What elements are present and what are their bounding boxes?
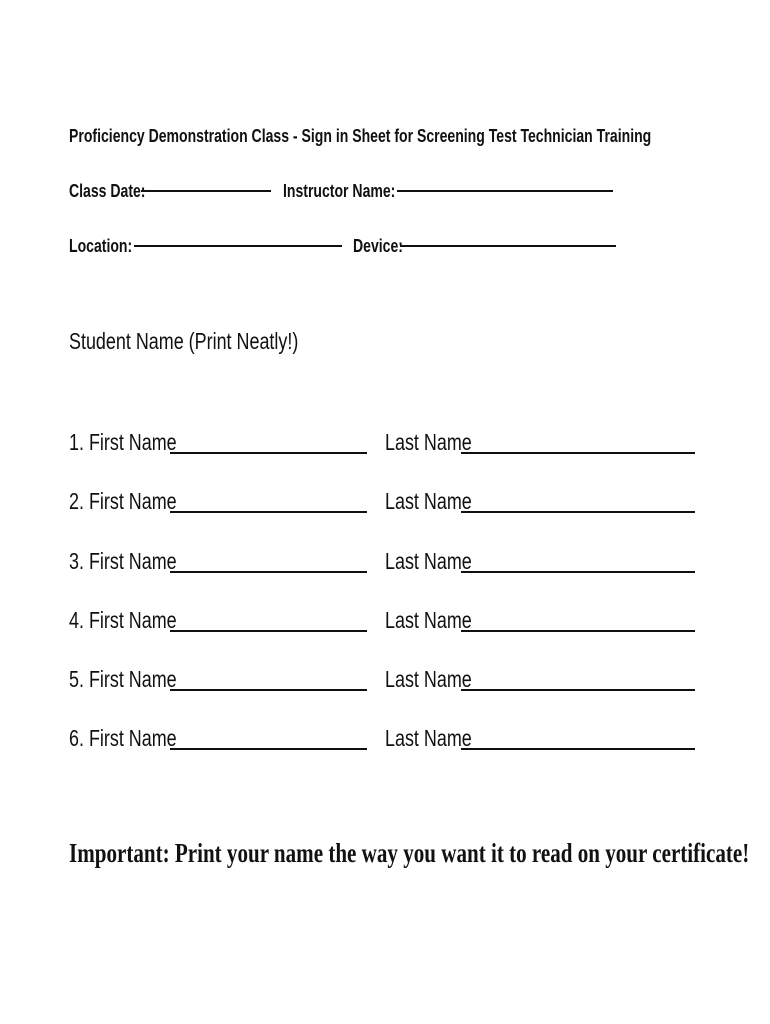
first-name-field[interactable] — [170, 511, 367, 513]
student-name-heading — [69, 328, 363, 355]
first-name-label: 6. First Name — [69, 725, 177, 751]
last-name-field[interactable] — [461, 452, 695, 454]
first-name-field[interactable] — [170, 748, 367, 750]
last-name-label: Last Name — [385, 548, 472, 574]
instructor-name-field[interactable] — [397, 190, 613, 192]
first-name-label: 5. First Name — [69, 666, 177, 692]
last-name-field[interactable] — [461, 630, 695, 632]
last-name-field[interactable] — [461, 748, 695, 750]
last-name-label: Last Name — [385, 666, 472, 692]
last-name-label: Last Name — [385, 607, 472, 633]
first-name-label: 3. First Name — [69, 548, 177, 574]
instructor-name-label: Instructor Name: — [283, 181, 396, 201]
last-name-field[interactable] — [461, 511, 695, 513]
first-name-field[interactable] — [170, 689, 367, 691]
last-name-label: Last Name — [385, 725, 472, 751]
first-name-field[interactable] — [170, 571, 367, 573]
first-name-label: 1. First Name — [69, 429, 177, 455]
last-name-label: Last Name — [385, 429, 472, 455]
page-title-text: Proficiency Demonstration Class - Sign in Sheet for Screening Test Technician Training — [69, 126, 652, 146]
first-name-label: 4. First Name — [69, 607, 177, 633]
class-date-label: Class Date: — [69, 181, 146, 201]
device-label: Device: — [353, 236, 403, 256]
important-note — [69, 838, 770, 869]
student-name-heading-text: Student Name (Print Neatly!) — [69, 328, 299, 354]
class-date-field[interactable] — [141, 190, 271, 192]
last-name-field[interactable] — [461, 571, 695, 573]
first-name-field[interactable] — [170, 630, 367, 632]
last-name-label: Last Name — [385, 488, 472, 514]
device-field[interactable] — [400, 245, 616, 247]
important-note-text: Important: Print your name the way you want it to read on your certificate! — [69, 838, 750, 868]
first-name-field[interactable] — [170, 452, 367, 454]
page-title — [69, 126, 770, 147]
last-name-field[interactable] — [461, 689, 695, 691]
first-name-label: 2. First Name — [69, 488, 177, 514]
location-field[interactable] — [134, 245, 342, 247]
location-label: Location: — [69, 236, 133, 256]
